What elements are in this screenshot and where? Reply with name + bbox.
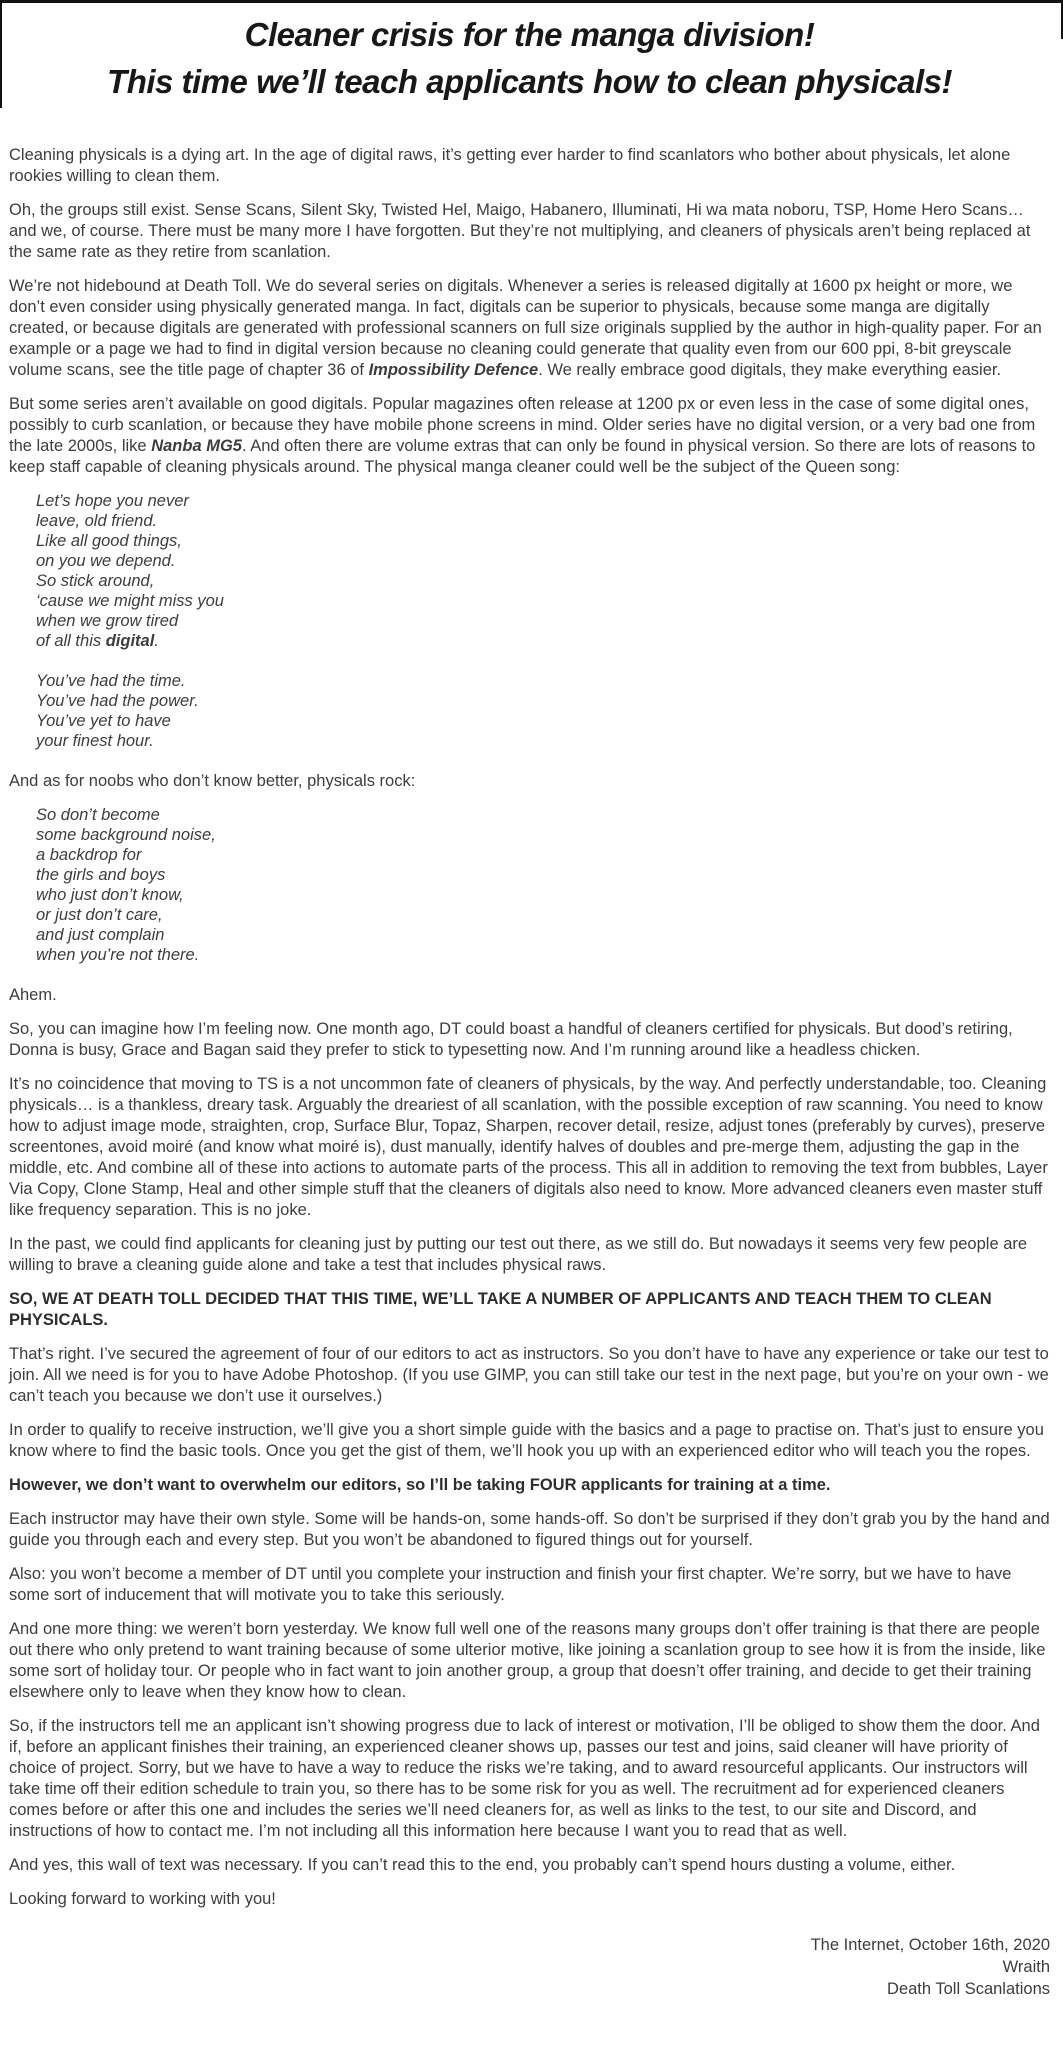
text-run: who just don’t know, bbox=[36, 886, 184, 904]
text-run: We’re not hidebound at Death Toll. We do several series on digitals. Whenever a series is released digitally at 1600 px height or more, we don’t even consider using physically generated manga. In fact, digitals can be superior to physicals, because some manga are digitally created, or because digitals are generated with professional scanners on full size originals supplied by the author in high-quality paper. For an example or a page we had to find in digital version because no cleaning could generate that quality even from our 600 ppi, 8-bit greyscale volume scans, see the title page of chapter 36 of bbox=[9, 277, 1042, 379]
paragraph bbox=[9, 1716, 1050, 1842]
text-run: leave, old friend. bbox=[36, 512, 158, 530]
paragraph bbox=[9, 200, 1050, 263]
text-run: So, you can imagine how I’m feeling now. One month ago, DT could boast a handful of cleaners certified for physicals. But dood’s retiring, Donna is busy, Grace and Bagan said they prefer to stick to typesetting now. And I’m running around like a headless chicken. bbox=[9, 1020, 1013, 1059]
paragraph bbox=[9, 1019, 1050, 1061]
text-run: when we grow tired bbox=[36, 612, 179, 630]
paragraph bbox=[9, 1564, 1050, 1606]
lyric-line bbox=[36, 885, 1050, 905]
text-run: But some series aren’t available on good digitals. Popular magazines often release at 1200 px or even less in the case of some digital ones, possibly to curb scanlation, or because they have mobile phone screens in mind. Older series have no digital version, or a very bad one from the late 2000s, like bbox=[9, 395, 1036, 455]
paragraph bbox=[9, 1420, 1050, 1462]
document-title bbox=[9, 11, 1050, 105]
text-run: Like all good things, bbox=[36, 532, 182, 550]
emphasis-paragraph bbox=[9, 1289, 1050, 1331]
emphasis-paragraph bbox=[9, 1475, 1050, 1496]
text-run: Also: you won’t become a member of DT until you complete your instruction and finish your first chapter. We’re sorry, but we have to have some sort of inducement that will motivate you to take this seriously. bbox=[9, 1565, 1012, 1604]
text-run: You’ve yet to have bbox=[36, 712, 171, 730]
paragraph bbox=[9, 1234, 1050, 1276]
signature-line: The Internet, October 16th, 2020 bbox=[810, 1936, 1050, 1954]
text-run: It’s no coincidence that moving to TS is a not uncommon fate of cleaners of physicals, by the way. And perfectly understandable, too. Cleaning physicals… is a thankless, dreary task. Arguably the dreariest of all scanlation, with the possible exception of raw scanning. You need to know how to adjust image mode, straighten, crop, Surface Blur, Topaz, Sharpen, recover detail, resize, adjust tones (preferably by curves), preserve screentones, avoid moiré (and know what moiré is), dust manually, identify halves of doubles and pre-merge them, adjusting the gap in the middle, etc. And combine all of these into actions to automate parts of the process. This all in addition to removing the text from bubbles, Layer Via Copy, Clone Stamp, Heal and other simple stuff that the cleaners of digitals also need to know. More advanced cleaners even master stuff like frequency separation. This is no joke. bbox=[9, 1075, 1048, 1219]
text-run: So don’t become bbox=[36, 806, 160, 824]
document-title-line-2: This time we’ll teach applicants how to clean physicals! bbox=[107, 63, 952, 100]
lyric-line bbox=[36, 711, 1050, 731]
lyric-line bbox=[36, 945, 1050, 965]
lyric-line bbox=[36, 905, 1050, 925]
signature-line: Death Toll Scanlations bbox=[887, 1980, 1050, 1998]
left-edge-decoration bbox=[0, 3, 2, 108]
text-run: And as for noobs who don’t know better, physicals rock: bbox=[9, 772, 416, 790]
text-run: Looking forward to working with you! bbox=[9, 1890, 276, 1908]
text-run: Oh, the groups still exist. Sense Scans, Silent Sky, Twisted Hel, Maigo, Habanero, Illuminati, Hi wa mata noboru, TSP, Home Hero Scans… and we, of course. There must be many more I have forgotten. But they’re not multiplying, and cleaners of physicals aren’t being replaced at the same rate as they retire from scanlation. bbox=[9, 201, 1031, 261]
text-run: the girls and boys bbox=[36, 866, 166, 884]
text-run: ‘cause we might miss you bbox=[36, 592, 224, 610]
text-run: That’s right. I’ve secured the agreement of four of our editors to act as instructors. So you don’t have to have any experience or take our test to join. All we need is for you to have Adobe Photoshop. (If you use GIMP, you can still take our test in the next page, but you’re on your own - we can’t teach you because we don’t use it ourselves.) bbox=[9, 1345, 1049, 1405]
text-run: . We really embrace good digitals, they make everything easier. bbox=[538, 361, 1002, 379]
lyric-line bbox=[36, 671, 1050, 691]
lyric-line bbox=[36, 865, 1050, 885]
paragraph bbox=[9, 771, 1050, 792]
text-run: when you’re not there. bbox=[36, 946, 200, 964]
text-run: Impossibility Defence bbox=[368, 361, 539, 379]
lyrics-stanza bbox=[36, 671, 1050, 751]
text-run: a backdrop for bbox=[36, 846, 142, 864]
text-run: So, if the instructors tell me an applicant isn’t showing progress due to lack of interest or motivation, I’ll be obliged to show them the door. And if, before an applicant finishes their training, an experienced cleaner shows up, passes our test and joins, said cleaner will have priority of choice of project. Sorry, but we have to have a way to reduce the risks we’re taking, and to award resourceful applicants. Our instructors will take time off their edition schedule to train you, so there has to be some risk for you as well. The recruitment ad for experienced cleaners comes before or after this one and includes the series we’ll need cleaners for, as well as links to the test, to our site and Discord, and instructions of how to contact me. I’m not including all this information here because I want you to read that as well. bbox=[9, 1717, 1040, 1840]
document-content bbox=[9, 145, 1050, 1910]
text-run: of all this bbox=[36, 632, 106, 650]
lyric-line bbox=[36, 511, 1050, 531]
signature-line: Wraith bbox=[1002, 1958, 1050, 1976]
text-run: on you we depend. bbox=[36, 552, 176, 570]
lyrics-stanza bbox=[36, 805, 1050, 965]
text-run: You’ve had the time. bbox=[36, 672, 186, 690]
text-run: And one more thing: we weren’t born yesterday. We know full well one of the reasons many groups don’t offer training is that there are people out there who only pretend to want training because of some ulterior motive, like joining a scanlation group to see how it is from the inside, like some sort of holiday tour. Or people who in fact want to join another group, a group that doesn’t offer training, and decide to get their training elsewhere only to leave when they know how to clean. bbox=[9, 1620, 1046, 1701]
paragraph bbox=[9, 985, 1050, 1006]
lyric-line bbox=[36, 571, 1050, 591]
lyric-line bbox=[36, 731, 1050, 751]
text-run: . bbox=[154, 632, 159, 650]
lyric-line bbox=[36, 845, 1050, 865]
paragraph bbox=[9, 145, 1050, 187]
signature-block bbox=[9, 1934, 1050, 2000]
text-run: Ahem. bbox=[9, 986, 57, 1004]
lyric-line bbox=[36, 825, 1050, 845]
text-run: Each instructor may have their own style. Some will be hands-on, some hands-off. So don’t be surprised if they don’t grab you by the hand and guide you through each and every step. But you won’t be abandoned to figured things out for yourself. bbox=[9, 1510, 1050, 1549]
lyric-line bbox=[36, 691, 1050, 711]
paragraph bbox=[9, 276, 1050, 381]
text-run: Let’s hope you never bbox=[36, 492, 189, 510]
text-run: or just don’t care, bbox=[36, 906, 163, 924]
text-run: You’ve had the power. bbox=[36, 692, 199, 710]
lyric-line bbox=[36, 551, 1050, 571]
paragraph bbox=[9, 1509, 1050, 1551]
paragraph bbox=[9, 1889, 1050, 1910]
text-run: some background noise, bbox=[36, 826, 216, 844]
text-run: And yes, this wall of text was necessary. If you can’t read this to the end, you probably can’t spend hours dusting a volume, either. bbox=[9, 1856, 956, 1874]
text-run: However, we don’t want to overwhelm our editors, so I’ll be taking FOUR applicants for training at a time. bbox=[9, 1476, 831, 1494]
lyric-line bbox=[36, 491, 1050, 511]
paragraph bbox=[9, 1619, 1050, 1703]
text-run: Cleaning physicals is a dying art. In the age of digital raws, it’s getting ever harder to find scanlators who bother about physicals, let alone rookies willing to clean them. bbox=[9, 146, 1011, 185]
paragraph bbox=[9, 1344, 1050, 1407]
text-run: your finest hour. bbox=[36, 732, 154, 750]
document-title-line-1: Cleaner crisis for the manga division! bbox=[244, 16, 815, 53]
text-run: In the past, we could find applicants for cleaning just by putting our test out there, as we still do. But nowadays it seems very few people are willing to brave a cleaning guide alone and take a test that includes physical raws. bbox=[9, 1235, 1028, 1274]
lyric-line bbox=[36, 591, 1050, 611]
paragraph bbox=[9, 394, 1050, 478]
text-run: digital bbox=[105, 632, 155, 650]
text-run: So stick around, bbox=[36, 572, 155, 590]
lyric-line bbox=[36, 631, 1050, 651]
lyric-line bbox=[36, 531, 1050, 551]
text-run: Nanba MG5 bbox=[151, 437, 242, 455]
lyric-line bbox=[36, 805, 1050, 825]
text-run: In order to qualify to receive instruction, we’ll give you a short simple guide with the basics and a page to practise on. That’s just to ensure you know where to find the basic tools. Once you get the gist of them, we’ll hook you up with an experienced editor who will teach you the ropes. bbox=[9, 1421, 1044, 1460]
lyric-line bbox=[36, 611, 1050, 631]
paragraph bbox=[9, 1074, 1050, 1221]
lyric-line bbox=[36, 925, 1050, 945]
lyrics-stanza bbox=[36, 491, 1050, 651]
text-run: SO, WE AT DEATH TOLL DECIDED THAT THIS TIME, WE’LL TAKE A NUMBER OF APPLICANTS AND TEACH THEM TO CLEAN PHYSICALS. bbox=[9, 1290, 992, 1329]
paragraph bbox=[9, 1855, 1050, 1876]
text-run: and just complain bbox=[36, 926, 165, 944]
text-run: . And often there are volume extras that can only be found in physical version. So there are lots of reasons to keep staff capable of cleaning physicals around. The physical manga cleaner could well be the subject of the Queen song: bbox=[9, 437, 1036, 476]
